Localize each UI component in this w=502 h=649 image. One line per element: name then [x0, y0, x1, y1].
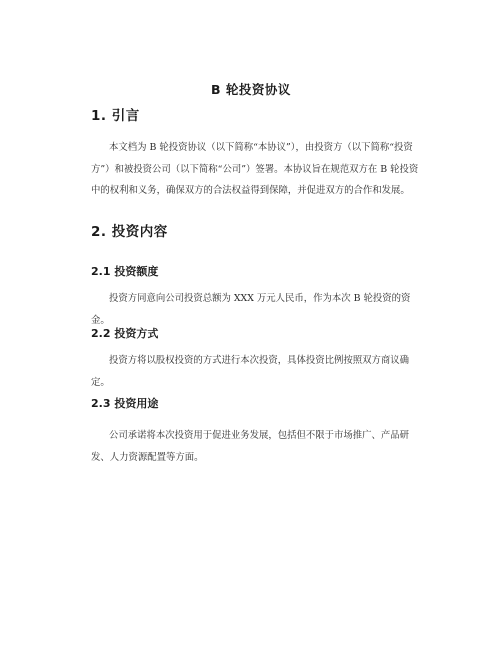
subsection-heading-investment-method: 2.2 投资方式 — [91, 327, 159, 340]
investment-method-text: 投资方将以股权投资的方式进行本次投资，具体投资比例按照双方商议确定。 — [91, 355, 410, 388]
subsection-heading-investment-use: 2.3 投资用途 — [91, 397, 159, 410]
document-title: B 轮投资协议 — [211, 82, 291, 97]
subsection-heading-investment-amount: 2.1 投资额度 — [91, 265, 159, 278]
section-heading-investment-content: 2. 投资内容 — [91, 224, 168, 240]
introduction-text: 本文档为 B 轮投资协议（以下简称“本协议”），由投资方（以下简称“投资方”）和被投资公司（以下简称“公司”）签署。本协议旨在规范双方在 B 轮投资中的权利和义务，确保双方的合法权益得到保障，并促进双方的合作和发展。 — [91, 142, 419, 196]
investment-method-paragraph — [91, 350, 426, 393]
introduction-paragraph — [91, 137, 426, 202]
section-heading-introduction: 1. 引言 — [91, 108, 140, 124]
investment-use-text: 公司承诺将本次投资用于促进业务发展，包括但不限于市场推广、产品研发、人力资源配置等方面。 — [91, 430, 410, 463]
investment-amount-text: 投资方同意向公司投资总额为 XXX 万元人民币，作为本次 B 轮投资的资金。 — [91, 293, 411, 326]
investment-use-paragraph — [91, 425, 426, 468]
